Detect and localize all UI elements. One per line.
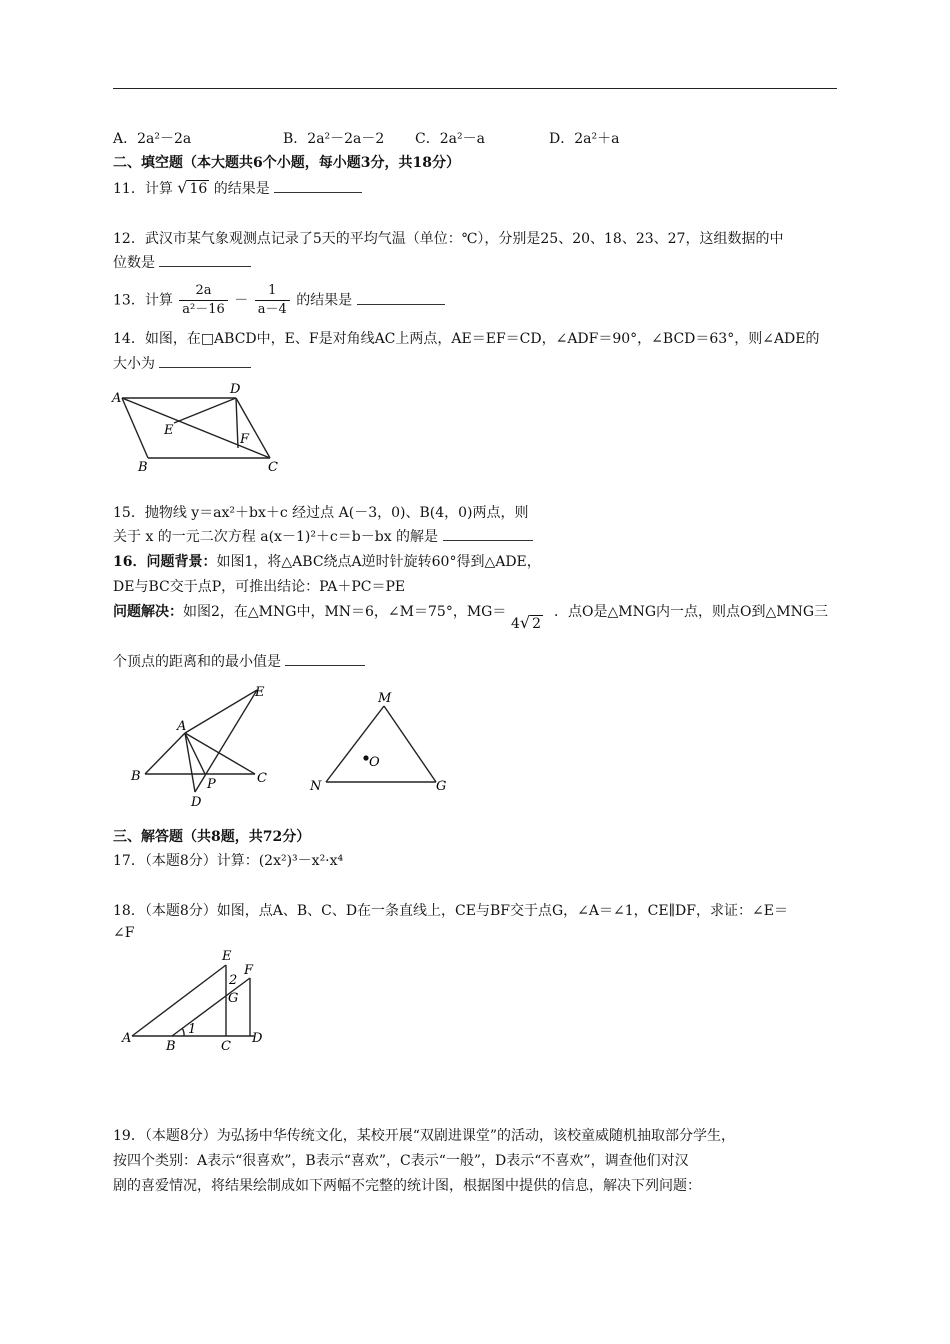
q11-text: 11．计算 <box>113 181 173 197</box>
question-11 <box>113 178 362 198</box>
question-16-ask <box>113 651 365 671</box>
q16-background <box>113 551 541 571</box>
fig16b-label-n: N <box>310 779 322 794</box>
fig14-label-e: E <box>164 423 174 438</box>
q18-line1: 18．（本题8分）如图，点A、B、C、D在一条直线上，CE与BF交于点G，∠A＝∠1，CE∥DF，求证：∠E＝ <box>113 903 788 919</box>
q13-post: 的结果是 <box>296 292 353 309</box>
fig18-label-1: 1 <box>188 1022 197 1037</box>
q13-frac1-num: 2a <box>179 282 228 301</box>
header-rule <box>113 88 837 89</box>
q13-fraction-2 <box>255 282 290 319</box>
figure-14-parallelogram <box>108 378 288 478</box>
fig14-label-b: B <box>138 460 148 475</box>
q13-frac2-num: 1 <box>255 282 290 301</box>
q12-answer-blank[interactable] <box>159 266 251 267</box>
fig16a-label-e: E <box>255 685 265 700</box>
fig18-label-2: 2 <box>229 973 238 988</box>
q15-line1: 15．抛物线 y＝ax²＋bx＋c 经过点 A(－3，0)、B(4，0)两点，则 <box>113 505 529 521</box>
fig14-label-d: D <box>230 382 241 397</box>
fig14-label-f: F <box>240 432 250 447</box>
q14-line2: 大小为 <box>113 356 155 372</box>
q13-frac1-den: a²－16 <box>182 302 225 317</box>
fig18-label-d: D <box>252 1031 263 1046</box>
fig16b-point-o <box>363 755 368 760</box>
fig16a-label-c: C <box>257 771 267 786</box>
fig18-label-c: C <box>221 1039 231 1054</box>
q16-label-background: 16．问题背景： <box>113 554 217 570</box>
q19-line1: 19．（本题8分）为弘扬中华传统文化，某校开展“双剧进课堂”的活动，该校童威随机抽取部分学生， <box>113 1128 736 1144</box>
figure-16-1 <box>125 682 285 812</box>
q16-line3: 如图2，在△MNG中，MN＝6，∠M＝75°，MG＝ <box>183 604 507 620</box>
option-b: B．2a²－2a－2 <box>283 131 385 147</box>
question-12 <box>113 252 251 272</box>
figure-16-2 <box>300 688 460 798</box>
option-c: C．2a²－a <box>415 131 485 147</box>
section2-title: 二、填空题（本大题共6个小题，每小题3分，共18分） <box>113 155 460 171</box>
q14-line1: 14．如图，在□ABCD中，E、F是对角线AC上两点，AE＝EF＝CD，∠ADF＝90°，∠BCD＝63°，则∠ADE的 <box>113 331 820 347</box>
section3-title: 三、解答题（共8题，共72分） <box>113 829 311 845</box>
fig16a-label-d: D <box>191 795 202 810</box>
q13-minus: － <box>234 292 249 309</box>
q13-answer-blank[interactable] <box>357 304 445 305</box>
q11-radicand: 16 <box>189 181 208 197</box>
q15-answer-blank[interactable] <box>443 540 533 541</box>
question-15 <box>113 526 533 546</box>
q16-label-solution: 问题解决： <box>113 604 183 620</box>
q16-line2: DE与BC交于点P，可推出结论：PA＋PC＝PE <box>113 579 406 595</box>
q16-mg-radicand: 2 <box>532 616 542 632</box>
fig16b-label-m: M <box>378 691 392 706</box>
fig18-label-a: A <box>122 1031 132 1046</box>
fig16a-label-a: A <box>177 719 187 734</box>
q19-line3: 剧的喜爱情况，将结果绘制成如下两幅不完整的统计图，根据图中提供的信息，解决下列问题： <box>113 1178 701 1194</box>
question-14 <box>113 353 251 373</box>
question-17: 17．（本题8分）计算：(2x²)³－x²·x⁴ <box>113 853 344 869</box>
fig18-label-f: F <box>244 963 254 978</box>
fig16a-label-b: B <box>131 769 141 784</box>
fig18-label-b: B <box>166 1039 176 1054</box>
option-a: A．2a²－2a <box>113 131 192 147</box>
q14-answer-blank[interactable] <box>159 367 251 368</box>
q16-mg-value: 4√ 2 <box>511 613 542 632</box>
q16-line4: 个顶点的距离和的最小值是 <box>113 654 281 670</box>
q15-line2: 关于 x 的一元二次方程 a(x－1)²＋c＝b－bx 的解是 <box>113 529 439 545</box>
q11-post: 的结果是 <box>213 181 270 197</box>
fig18-label-e: E <box>222 950 232 964</box>
q19-line2: 按四个类别：A表示“很喜欢”，B表示“喜欢”，C表示“一般”，D表示“不喜欢”，调查他们对汉 <box>113 1153 689 1169</box>
q16-line1: 如图1，将△ABC绕点A逆时针旋转60°得到△ADE， <box>216 554 541 570</box>
q16-mg-coef: 4 <box>511 616 520 632</box>
q11-answer-blank[interactable] <box>274 192 362 193</box>
fig18-label-g: G <box>228 991 239 1006</box>
option-d: D．2a²＋a <box>549 131 620 147</box>
fig14-label-a: A <box>112 391 122 406</box>
question-13 <box>113 282 445 319</box>
q16-solution <box>113 601 506 621</box>
q16-answer-blank[interactable] <box>285 665 365 666</box>
q13-fraction-1 <box>179 282 228 319</box>
q18-line2: ∠F <box>113 925 135 941</box>
fig16b-label-g: G <box>436 779 447 794</box>
q16-line3-post: ．点O是△MNG内一点，则点O到△MNG三 <box>554 604 829 620</box>
fig16b-label-o: O <box>369 755 380 770</box>
figure-18 <box>118 950 278 1060</box>
fig14-label-c: C <box>268 460 278 475</box>
q12-line1: 12．武汉市某气象观测点记录了5天的平均气温（单位：℃），分别是25、20、18、23、27，这组数据的中 <box>113 231 784 247</box>
fig16a-label-p: P <box>207 777 216 792</box>
q11-sqrt: √ 16 <box>177 178 208 197</box>
q13-frac2-den: a－4 <box>257 302 287 317</box>
q12-line2: 位数是 <box>113 255 155 271</box>
q13-text: 13．计算 <box>113 292 173 309</box>
